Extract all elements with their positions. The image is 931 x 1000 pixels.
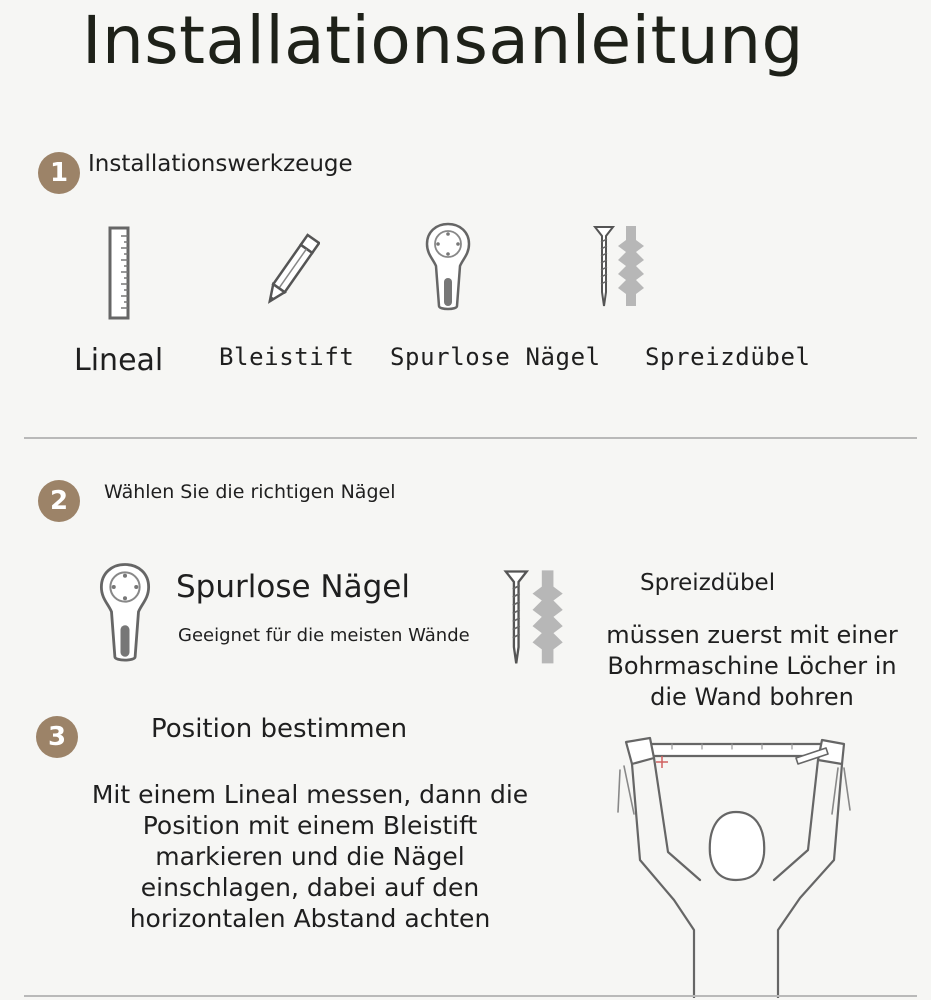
pencil-icon — [262, 230, 320, 312]
instruction-line: Mit einem Lineal messen, dann die — [91, 780, 529, 809]
tool-label-traceless-nails: Spurlose Nägel — [390, 343, 601, 371]
step-1-badge: 1 — [38, 152, 80, 194]
tool-label-ruler: Lineal — [74, 343, 164, 378]
instruction-line: horizontalen Abstand achten — [129, 904, 491, 933]
traceless-nail-icon — [424, 222, 472, 314]
section-divider — [24, 437, 917, 439]
step-1-heading: Installationswerkzeuge — [88, 151, 353, 177]
expansion-anchor-description — [584, 620, 920, 713]
traceless-nail-icon — [98, 560, 152, 668]
ruler-icon — [106, 226, 132, 320]
person-measuring-illustration — [612, 730, 860, 998]
expansion-anchor-icon — [592, 224, 650, 310]
expansion-anchor-title: Spreizdübel — [640, 570, 776, 596]
step-2-heading: Wählen Sie die richtigen Nägel — [104, 481, 396, 503]
step-2-badge: 2 — [38, 480, 80, 522]
anchor-description-line: die Wand bohren — [650, 683, 854, 711]
traceless-nails-title: Spurlose Nägel — [176, 569, 410, 605]
position-instructions — [40, 779, 580, 934]
tool-label-pencil: Bleistift — [219, 343, 355, 371]
step-3-badge: 3 — [36, 716, 78, 758]
instruction-line: markieren und die Nägel — [155, 842, 465, 871]
bottom-divider — [24, 995, 917, 997]
page-title: Installationsanleitung — [82, 2, 804, 79]
instruction-line: Position mit einem Bleistift — [142, 811, 478, 840]
tool-label-expansion-anchor: Spreizdübel — [645, 343, 811, 371]
instruction-line: einschlagen, dabei auf den — [140, 873, 480, 902]
expansion-anchor-icon — [502, 568, 570, 668]
traceless-nails-description: Geeignet für die meisten Wände — [178, 625, 470, 646]
anchor-description-line: müssen zuerst mit einer — [606, 621, 898, 649]
step-3-heading: Position bestimmen — [151, 714, 408, 744]
anchor-description-line: Bohrmaschine Löcher in — [607, 652, 897, 680]
